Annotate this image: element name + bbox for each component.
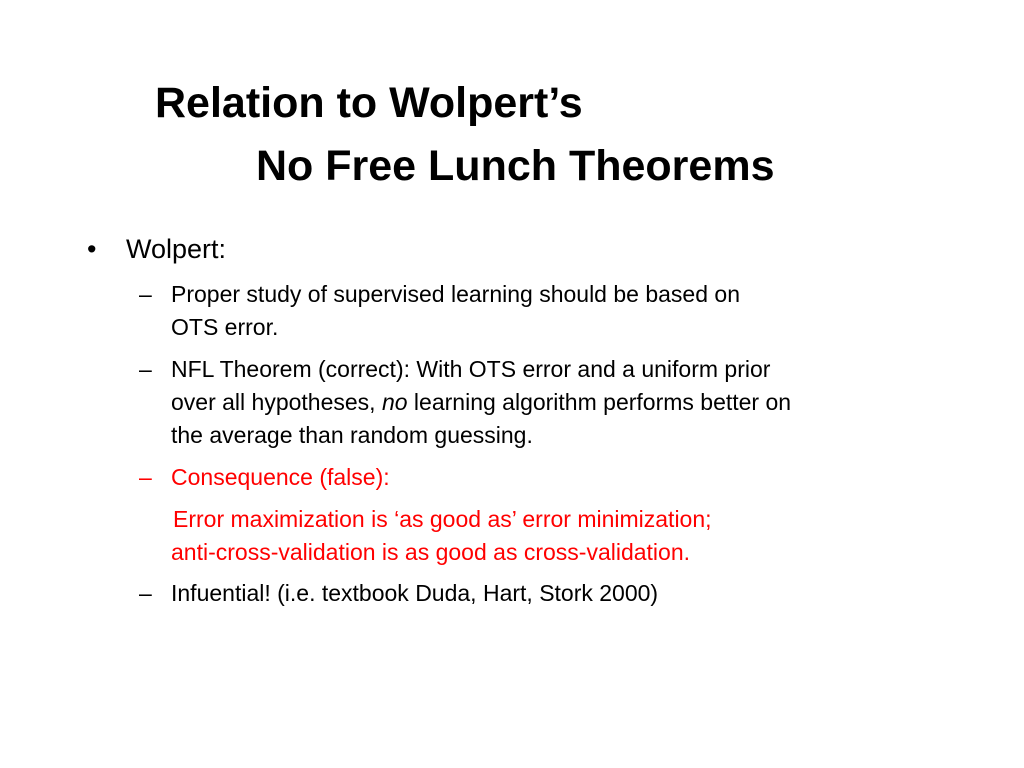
subitem-nfl-theorem — [139, 353, 792, 452]
subitem-text-line — [171, 386, 791, 419]
subitem-text-line: Consequence (false): — [171, 464, 390, 490]
bullet-wolpert — [87, 232, 227, 266]
dash-marker: – — [139, 464, 152, 490]
subitem-text-line: the average than random guessing. — [171, 422, 533, 448]
subitem-consequence — [139, 461, 390, 494]
bullet-label: Wolpert: — [126, 234, 227, 264]
bullet-marker: • — [87, 234, 97, 264]
subitem-text-line: OTS error. — [171, 314, 279, 340]
consequence-detail — [171, 503, 712, 569]
subitem-text-line: Proper study of supervised learning should be based on — [171, 281, 740, 307]
dash-marker: – — [139, 580, 152, 606]
subitem-influential — [139, 577, 659, 610]
slide-title-line-1: Relation to Wolpert’s — [155, 79, 583, 127]
slide-title-line-2: No Free Lunch Theorems — [256, 142, 775, 190]
subitem-proper-study — [139, 278, 740, 344]
subitem-text-line: Infuential! (i.e. textbook Duda, Hart, Stork 2000) — [171, 580, 659, 606]
subitem-text-segment: over all hypotheses, — [171, 389, 382, 415]
consequence-detail-line: anti-cross-validation is as good as cross-validation. — [171, 539, 691, 565]
dash-marker: – — [139, 281, 152, 307]
subitem-text-line: NFL Theorem (correct): With OTS error and a uniform prior — [171, 356, 771, 382]
dash-marker: – — [139, 356, 152, 382]
consequence-detail-line: Error maximization is ‘as good as’ error minimization; — [173, 506, 712, 532]
subitem-text-segment: learning algorithm performs better on — [407, 389, 792, 415]
emphasis-no: no — [381, 389, 408, 415]
